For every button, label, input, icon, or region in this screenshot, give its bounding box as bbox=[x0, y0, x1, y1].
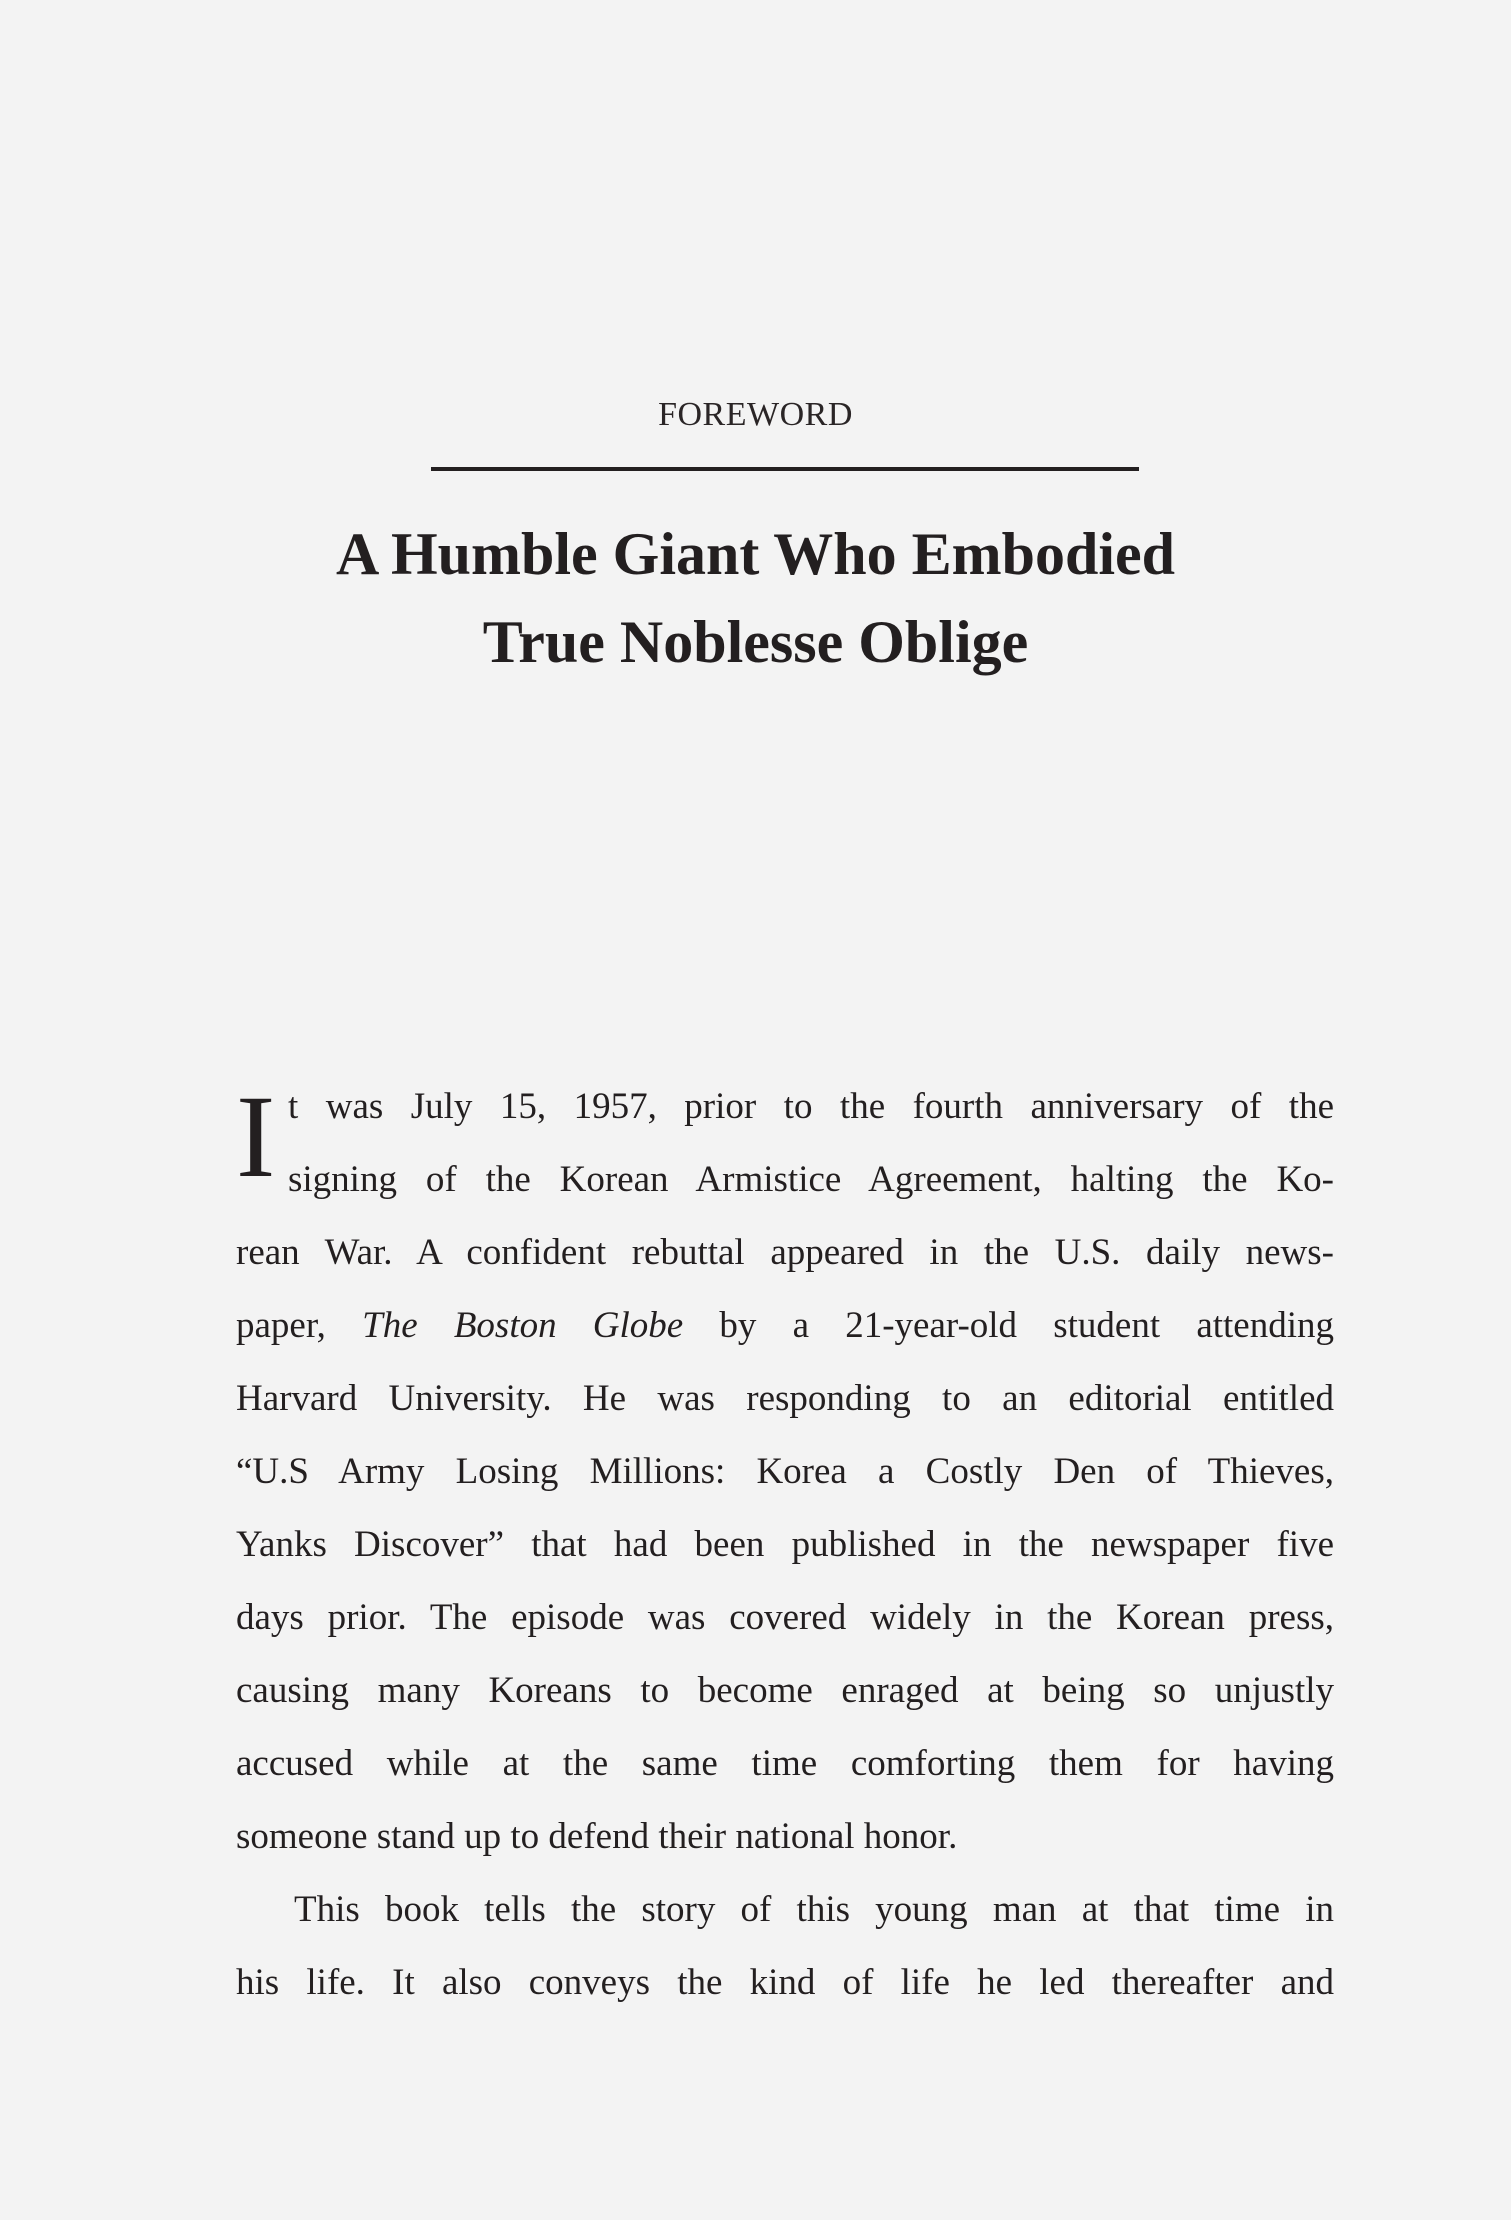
text-line: t was July 15, 1957, prior to the fourth anniversary of the bbox=[288, 1086, 1334, 1127]
text-line: Yanks Discover” that had been published in the newspaper five bbox=[236, 1524, 1334, 1565]
section-label: FOREWORD bbox=[658, 396, 853, 433]
text-line: someone stand up to defend their national honor. bbox=[236, 1816, 958, 1857]
text-line: his life. It also conveys the kind of life he led thereafter and bbox=[236, 1962, 1334, 2003]
text-segment: by a 21-year-old student attending bbox=[683, 1305, 1335, 1346]
chapter-title bbox=[0, 510, 1511, 686]
text-line: Harvard University. He was responding to an editorial entitled bbox=[236, 1378, 1334, 1419]
body-text bbox=[236, 1070, 1334, 2019]
text-line: signing of the Korean Armistice Agreement, halting the Ko- bbox=[288, 1159, 1334, 1200]
chapter-title-line-1: A Humble Giant Who Embodied bbox=[335, 521, 1176, 587]
text-line: rean War. A confident rebuttal appeared in the U.S. daily news- bbox=[236, 1232, 1334, 1273]
text-line: causing many Koreans to become enraged at being so unjustly bbox=[236, 1670, 1334, 1711]
text-line: This book tells the story of this young man at that time in bbox=[294, 1889, 1334, 1930]
text-line bbox=[236, 1289, 1334, 1362]
text-segment: paper, bbox=[236, 1305, 363, 1346]
paragraph-1 bbox=[236, 1070, 1334, 1873]
text-line: “U.S Army Losing Millions: Korea a Costly Den of Thieves, bbox=[236, 1451, 1334, 1492]
chapter-title-line-2: True Noblesse Oblige bbox=[482, 609, 1029, 675]
newspaper-title: The Boston Globe bbox=[362, 1305, 684, 1346]
text-line: accused while at the same time comforting them for having bbox=[236, 1743, 1334, 1784]
drop-cap: I bbox=[236, 1071, 276, 1202]
text-line: days prior. The episode was covered widely in the Korean press, bbox=[236, 1597, 1334, 1638]
title-rule bbox=[431, 467, 1139, 471]
paragraph-2 bbox=[236, 1873, 1334, 2019]
